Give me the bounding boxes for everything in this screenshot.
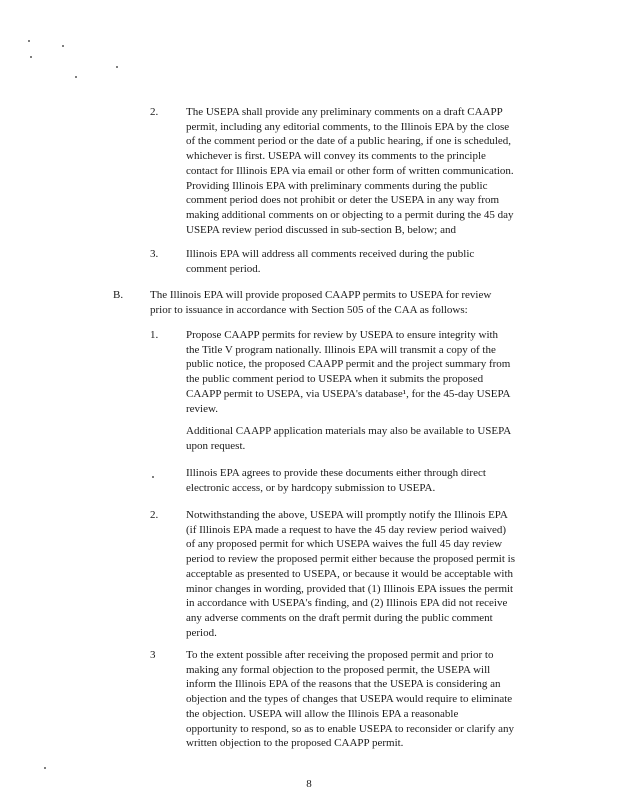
- item-a3-text: [186, 247, 576, 276]
- item-a2-marker: 2.: [150, 106, 159, 118]
- item-b1-line: CAAPP permit to USEPA, via USEPA's database¹, for the 45-day USEPA: [186, 387, 511, 400]
- scan-speck: [62, 45, 64, 47]
- item-a2-line: The USEPA shall provide any preliminary comments on a draft CAAPP: [186, 106, 503, 118]
- page-number: 8: [306, 778, 312, 790]
- item-b1-documents-agreement: [186, 466, 576, 495]
- item-b2-line: of any proposed permit for which USEPA waives the full 45 day review: [186, 538, 503, 551]
- item-b3-line: making any formal objection to the proposed permit, the USEPA will: [186, 663, 491, 676]
- item-a2-text: [186, 105, 576, 237]
- item-b1-line: the public comment period to USEPA when it submits the proposed: [186, 373, 484, 386]
- item-b1-agreement-line: electronic access, or by hardcopy submission to USEPA.: [186, 481, 436, 494]
- item-b1-agreement-line: Illinois EPA agrees to provide these documents either through direct: [186, 467, 486, 479]
- item-b1-additional-line: Additional CAAPP application materials may also be available to USEPA: [186, 425, 512, 437]
- item-b1-line: the Title V program nationally. Illinois EPA will transmit a copy of the: [186, 343, 496, 356]
- item-b1-line: public notice, the proposed CAAPP permit and the project summary from: [186, 358, 511, 371]
- item-a2-line: making additional comments on or objecting to a permit during the 45 day: [186, 208, 514, 221]
- item-b3-line: written objection to the proposed CAAPP permit.: [186, 737, 404, 750]
- item-b2-line: any adverse comments on the draft permit during the public comment: [186, 611, 493, 624]
- item-b2-text: [186, 508, 576, 640]
- item-b1-additional-materials: [186, 424, 576, 453]
- item-b2-line: (if Illinois EPA made a request to have the 45 day review period waived): [186, 523, 507, 536]
- item-b1-additional-line: upon request.: [186, 439, 246, 452]
- item-a2-line: contact for Illinois EPA via email or other form of written communication.: [186, 164, 514, 177]
- item-a3-line: Illinois EPA will address all comments received during the public: [186, 248, 475, 260]
- item-a2-line: permit, including any editorial comments, to the Illinois EPA by the close: [186, 120, 510, 133]
- item-b2-line: Notwithstanding the above, USEPA will promptly notify the Illinois EPA: [186, 509, 508, 521]
- item-b2-line: period.: [186, 626, 217, 639]
- item-b2-line: in accordance with USEPA's finding, and (2) Illinois EPA did not receive: [186, 597, 508, 610]
- scan-speck: [44, 767, 46, 769]
- item-b3-line: To the extent possible after receiving the proposed permit and prior to: [186, 649, 494, 661]
- item-a2-line: Providing Illinois EPA with preliminary comments during the public: [186, 179, 488, 192]
- scan-speck: [28, 40, 30, 42]
- item-a2-line: comment period does not prohibit or deter the USEPA in any way from: [186, 194, 500, 207]
- item-b2-marker: 2.: [150, 509, 159, 521]
- item-b3-line: the objection. USEPA will allow the Illinois EPA a reasonable: [186, 707, 459, 720]
- item-b3-text: [186, 648, 576, 751]
- scan-speck: [152, 476, 154, 478]
- item-b2-line: minor changes in wording, provided that (1) Illinois EPA issues the permit: [186, 582, 514, 595]
- item-a3-marker: 3.: [150, 248, 159, 260]
- section-b-text: [150, 288, 570, 317]
- section-b-marker: B.: [113, 289, 124, 301]
- item-a2-line: whichever is first. USEPA will convey its comments to the principle: [186, 150, 486, 163]
- item-a2-line: of the comment period or the date of a public hearing, if one is scheduled,: [186, 135, 512, 148]
- scan-speck: [116, 66, 118, 68]
- item-b2-line: acceptable as presented to USEPA, or because it would be acceptable with: [186, 567, 514, 580]
- item-b2-line: period to review the proposed permit either because the proposed permit is: [186, 553, 515, 566]
- scan-speck: [30, 56, 32, 58]
- item-b1-marker: 1.: [150, 329, 159, 341]
- item-b3-line: objection and the types of changes that USEPA would require to eliminate: [186, 693, 513, 706]
- item-b1-line: review.: [186, 402, 218, 415]
- item-b3-line: inform the Illinois EPA of the reasons that the USEPA is considering an: [186, 678, 501, 691]
- section-b-line: prior to issuance in accordance with Section 505 of the CAA as follows:: [150, 303, 468, 316]
- section-b-line: The Illinois EPA will provide proposed CAAPP permits to USEPA for review: [150, 289, 492, 301]
- item-b3-line: opportunity to respond, so as to enable USEPA to reconsider or clarify any: [186, 722, 515, 735]
- item-b1-line: Propose CAAPP permits for review by USEPA to ensure integrity with: [186, 329, 499, 341]
- scan-speck: [75, 76, 77, 78]
- item-b1-text: [186, 328, 576, 416]
- item-a2-line: USEPA review period discussed in sub-section B, below; and: [186, 223, 456, 236]
- item-b3-marker: 3: [150, 649, 156, 661]
- item-a3-line: comment period.: [186, 262, 261, 275]
